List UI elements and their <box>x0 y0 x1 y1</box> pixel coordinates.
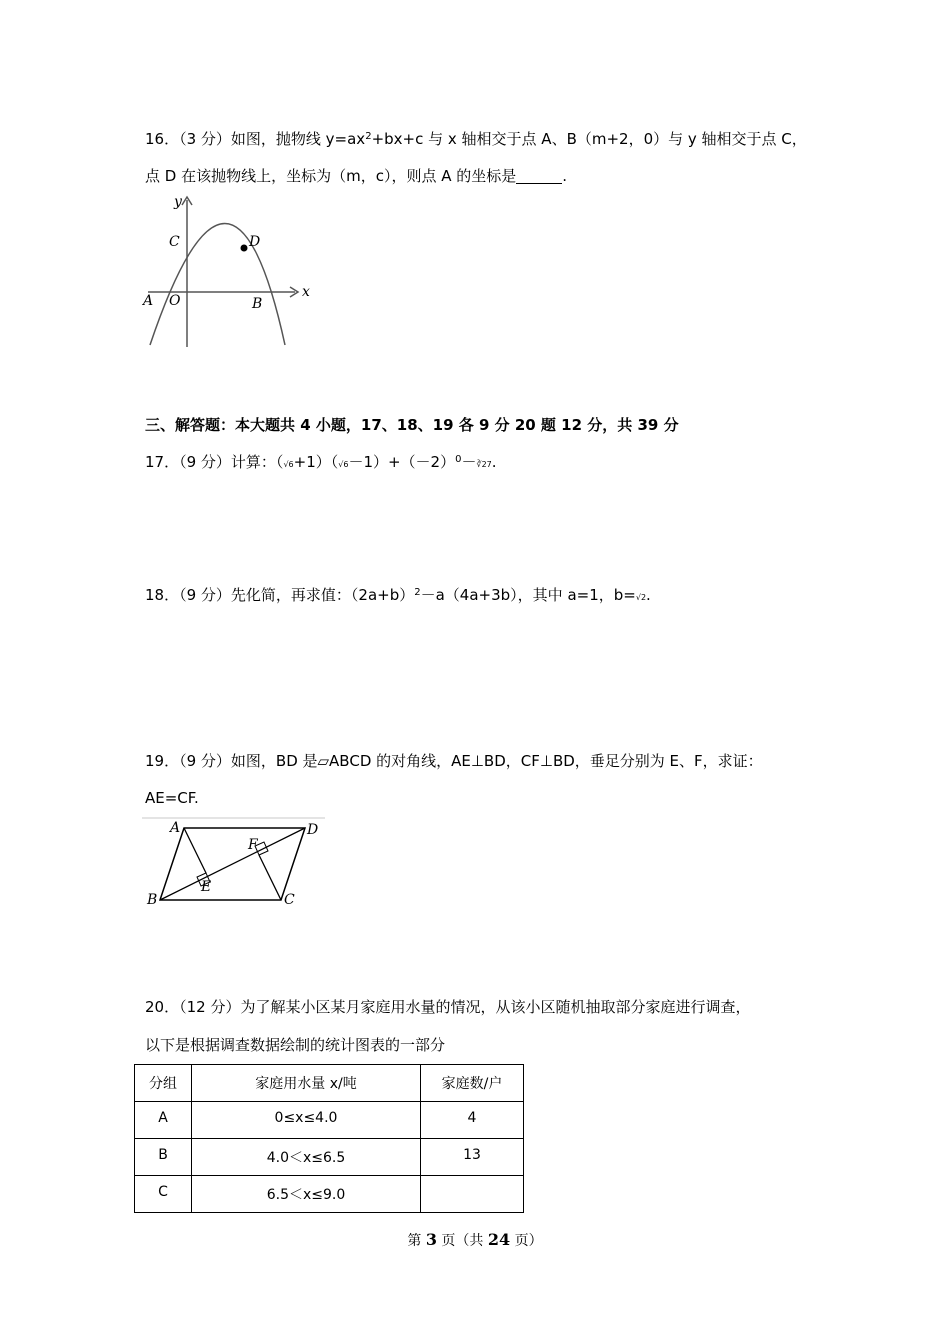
table-header-row <box>135 1065 524 1102</box>
q18-line <box>145 584 651 605</box>
q18-number: 18． <box>145 586 180 604</box>
label-y: y <box>174 194 182 210</box>
label-c: C <box>169 234 180 250</box>
q17-line <box>145 451 497 472</box>
q19-line1 <box>145 750 763 771</box>
label-b: B <box>147 892 158 908</box>
footer-mid: 页（共 <box>436 1233 488 1249</box>
label-x: x <box>302 284 310 300</box>
table-row <box>135 1102 524 1139</box>
q20-line1 <box>145 996 750 1017</box>
q18-text-b: －a（4a+3b），其中 a=1，b= <box>420 586 636 604</box>
q17-p3: －1）+（－2） <box>348 453 456 471</box>
q20-line2: 以下是根据调查数据绘制的统计图表的一部分 <box>145 1036 446 1054</box>
parabola-figure <box>140 190 320 350</box>
cell-range: 4.0＜x≤6.5 <box>192 1139 421 1176</box>
cell-range: 0≤x≤4.0 <box>192 1102 421 1139</box>
header-water-amount: 家庭用水量 x/吨 <box>192 1065 421 1102</box>
q16-number: 16． <box>145 130 180 148</box>
q16-line2 <box>145 165 567 186</box>
q19-line2: AE=CF. <box>145 789 199 807</box>
q20-text: 为了解某小区某月家庭用水量的情况，从该小区随机抽取部分家庭进行调查， <box>240 998 751 1016</box>
cell-count <box>421 1176 524 1213</box>
table-row <box>135 1139 524 1176</box>
label-c: C <box>284 892 295 908</box>
q18-score: （9 分） <box>179 586 231 604</box>
q17-p2: +1）（ <box>293 453 339 471</box>
q17-p5: . <box>491 453 497 471</box>
q17-root3: ∛27 <box>476 460 492 469</box>
q19-number: 19． <box>145 752 180 770</box>
label-a: A <box>143 293 154 309</box>
cell-group: C <box>135 1176 192 1213</box>
q17-p1: （ <box>275 453 284 471</box>
footer-page-number: 3 <box>425 1230 437 1249</box>
answer-blank <box>516 169 562 184</box>
footer-pre: 第 <box>407 1233 426 1249</box>
label-a: A <box>170 820 181 836</box>
q19-score: （9 分） <box>179 752 231 770</box>
cell-count: 13 <box>421 1139 524 1176</box>
q17-number: 17． <box>145 453 180 471</box>
q20-number: 20． <box>145 998 180 1016</box>
cell-count: 4 <box>421 1102 524 1139</box>
cell-group: A <box>135 1102 192 1139</box>
q16-line2-text: 点 D 在该抛物线上，坐标为（m，c），则点 A 的坐标是 <box>145 167 517 185</box>
header-group: 分组 <box>135 1065 192 1102</box>
label-b: B <box>252 296 263 312</box>
water-usage-table <box>134 1064 524 1213</box>
label-d: D <box>249 234 261 250</box>
q20-score: （12 分） <box>179 998 241 1016</box>
q16-sup: 2 <box>365 131 372 142</box>
diagonal-bd <box>160 828 305 900</box>
section-heading: 三、解答题：本大题共 4 小题，17、18、19 各 9 分 20 题 12 分，共 39 分 <box>145 416 679 434</box>
label-d: D <box>307 822 319 838</box>
q16-line2-end: . <box>562 167 568 185</box>
q16-score: （3 分） <box>179 130 231 148</box>
cell-group: B <box>135 1139 192 1176</box>
footer-post: 页） <box>510 1233 543 1249</box>
q18-sup: 2 <box>414 587 421 598</box>
segment-cf <box>259 855 281 900</box>
page-footer <box>0 1230 950 1250</box>
point-d-dot <box>241 245 248 252</box>
header-household-count: 家庭数/户 <box>421 1065 524 1102</box>
q17-root2: √6 <box>338 460 349 469</box>
q17-score: （9 分） <box>179 453 231 471</box>
q19-text: 如图，BD 是▱ABCD 的对角线，AE⊥BD，CF⊥BD，垂足分别为 E、F，求证： <box>230 752 763 770</box>
q17-label: 计算： <box>230 453 276 471</box>
q18-root: √2 <box>635 593 647 602</box>
q18-end: . <box>646 586 651 604</box>
label-e: E <box>201 879 212 895</box>
table-row <box>135 1176 524 1213</box>
q17-root1: √6 <box>283 460 294 469</box>
footer-total-pages: 24 <box>487 1230 511 1249</box>
label-o: O <box>169 293 181 309</box>
q16-line1 <box>145 128 807 149</box>
q18-text-a: 先化简，再求值：（2a+b） <box>230 586 415 604</box>
label-f: F <box>248 837 258 853</box>
cell-range: 6.5＜x≤9.0 <box>192 1176 421 1213</box>
q17-p4: － <box>461 453 477 471</box>
q17-sup: 0 <box>455 454 462 465</box>
q16-text-b: +bx+c 与 x 轴相交于点 A、B（m+2，0）与 y 轴相交于点 C， <box>371 130 807 148</box>
q16-text-a: 如图，抛物线 y=ax <box>230 130 366 148</box>
parallelogram-figure <box>140 815 330 915</box>
segment-ae <box>184 828 206 873</box>
